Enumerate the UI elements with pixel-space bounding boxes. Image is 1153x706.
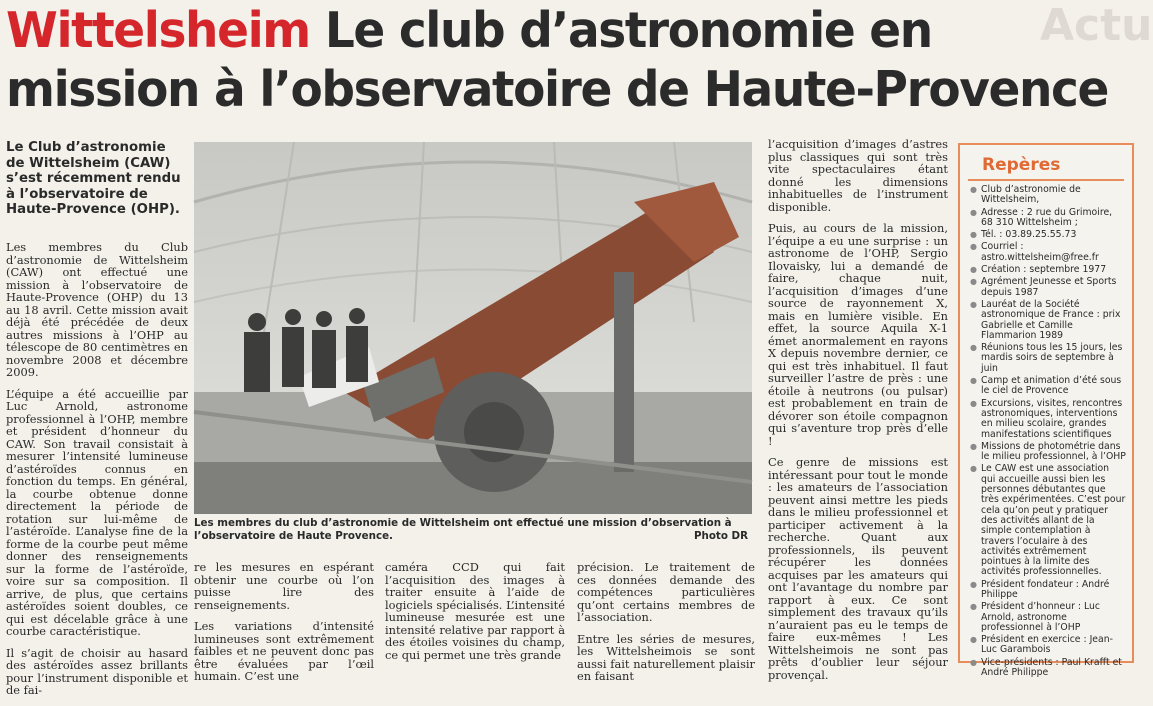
adjacent-headline-fragment: Actu xyxy=(1040,0,1153,51)
photo-caption xyxy=(194,517,752,543)
article-column-3 xyxy=(385,561,565,670)
list-item: ● Création : septembre 1977 xyxy=(970,265,1126,275)
headline-title: Le club d’astronomie en mission à l’observatoire de Haute-Provence xyxy=(6,2,1108,119)
list-item: ● Président en exercice : Jean-Luc Garambois xyxy=(970,635,1126,656)
article-column-4 xyxy=(577,561,755,692)
list-item: ● Vice-présidents : Paul Krafft et André Philippe xyxy=(970,658,1126,679)
paragraph: Puis, au cours de la mission, l’équipe a eu une surprise : un astronome de l’OHP, Sergio Ilovaisky, lui a demandé de faire, chaque nuit, l’acquisition d’images d’une source de rayonnement X, mais en lumière visible. En effet, la source Aquila X-1 émet anormalement en rayons X depuis novembre dernier, ce qui est très inhabituel. Il faut surveiller l’astre de près : une étoile à neutrons (ou pulsar) est probablement en train de dévorer son étoile compagnon qui s’aventure trop près d’elle ! xyxy=(768,221,948,448)
lead-paragraph: Le Club d’astronomie de Wittelsheim (CAW) s’est récemment rendu à l’observatoire de Haute-Provence (OHP). xyxy=(6,140,181,217)
paragraph: caméra CCD qui fait l’acquisition des images à traiter ensuite à l’aide de logiciels spécialisés. L’intensité lumineuse mesurée est une intensité relative par rapport à des étoiles voisines du champ, ce qui permet une très grande xyxy=(385,560,565,662)
photo-credit: Photo DR xyxy=(693,530,748,542)
list-item: ● Adresse : 2 rue du Grimoire, 68 310 Wittelsheim ; xyxy=(970,208,1126,229)
paragraph: Les membres du Club d’astronomie de Wittelsheim (CAW) ont effectué une mission à l’observatoire de Haute-Provence (OHP) du 13 au 18 avril. Cette mission avait déjà été précédée de deux autres missions à l’OHP au télescope de 80 centimètres en novembre 2008 et décembre 2009. xyxy=(6,240,188,379)
article-column-2 xyxy=(194,561,374,692)
headline-town: Wittelsheim xyxy=(6,2,310,60)
sidebar-title: Repères xyxy=(982,155,1061,175)
article-column-1 xyxy=(6,241,188,706)
list-item: ● Président d’honneur : Luc Arnold, astronome professionnel à l’OHP xyxy=(970,602,1126,633)
list-item: ● Tél. : 03.89.25.55.73 xyxy=(970,230,1126,240)
list-item: ● Excursions, visites, rencontres astronomiques, interventions en milieu scolaire, grandes manifestations scientifiques xyxy=(970,399,1126,440)
article-column-5 xyxy=(768,138,948,690)
paragraph: L’équipe a été accueillie par Luc Arnold, astronome professionnel à l’OHP, membre et président d’honneur du CAW. Son travail consistait à mesurer l’intensité lumineuse d’astéroïdes connus en fonction du temps. En général, la courbe obtenue donne directement la période de rotation sur lui-même de l’astéroïde. L’analyse fine de la forme de la courbe peut même donner des renseignements sur la forme de l’astéroïde, voire sur sa composition. Il arrive, de plus, que certains astéroïdes soient doubles, ce qui est décelable grâce à une courbe caractéristique. xyxy=(6,386,188,638)
list-item: ● Réunions tous les 15 jours, les mardis soirs de septembre à juin xyxy=(970,343,1126,374)
sidebar-list xyxy=(960,185,1132,678)
article-photo xyxy=(194,142,752,514)
paragraph: l’acquisition d’images d’astres plus classiques qui sont très vite spectaculaires étant donné les dimensions inhabituelles de l’instrument disponible. xyxy=(768,137,948,214)
list-item: ● Agrément Jeunesse et Sports depuis 1987 xyxy=(970,277,1126,298)
paragraph: Il s’agit de choisir au hasard des astéroïdes assez brillants pour l’instrument disponible et de fai- xyxy=(6,645,188,697)
sidebar-divider xyxy=(968,179,1124,181)
list-item: ● Club d’astronomie de Wittelsheim, xyxy=(970,185,1126,206)
list-item: ● Courriel : astro.wittelsheim@free.fr xyxy=(970,242,1126,263)
headline xyxy=(6,2,1136,120)
telescope-dome-illustration xyxy=(194,142,752,514)
caption-text: Les membres du club d’astronomie de Wittelsheim ont effectué une mission d’observation à l’observatoire de Haute Provence. xyxy=(194,517,732,542)
list-item: ● Le CAW est une association qui accueille aussi bien les personnes débutantes que très expérimentées. C’est pour cela qu’on peut y pratiquer des activités allant de la simple contemplation à travers l’oculaire à des activités extrêmement pointues à la limite des activités professionnelles. xyxy=(970,464,1126,577)
list-item: ● Missions de photométrie dans le milieu professionnel, à l’OHP xyxy=(970,442,1126,463)
paragraph: Entre les séries de mesures, les Wittelsheimois se sont aussi fait naturellement plaisir en faisant xyxy=(577,631,755,683)
list-item: ● Lauréat de la Société astronomique de France : prix Gabrielle et Camille Flammarion 1989 xyxy=(970,300,1126,341)
paragraph: Ce genre de missions est intéressant pour tout le monde : les amateurs de l’association peuvent ainsi mettre les pieds dans le milieu professionnel et participer activement à la recherche. Quant aux professionnels, ils peuvent récupérer les données acquises par les amateurs qui ont l’avantage du nombre par rapport à eux. Ce sont simplement des travaux qu’ils n’auraient pas eu le temps de faire eux-mêmes ! Les Wittelsheimois ne sont pas prêts d’oublier leur séjour provençal. xyxy=(768,455,948,682)
paragraph: précision. Le traitement de ces données demande des compétences particulières qu’ont certains membres de l’association. xyxy=(577,560,755,624)
paragraph: Les variations d’intensité lumineuses sont extrêmement faibles et ne peuvent donc pas être évaluées par l’œil humain. C’est une xyxy=(194,619,374,683)
paragraph: re les mesures en espérant obtenir une courbe où l’on puisse lire des renseignements. xyxy=(194,560,374,612)
list-item: ● Président fondateur : André Philippe xyxy=(970,580,1126,601)
reperes-sidebar-box xyxy=(958,143,1134,679)
list-item: ● Camp et animation d’été sous le ciel de Provence xyxy=(970,376,1126,397)
